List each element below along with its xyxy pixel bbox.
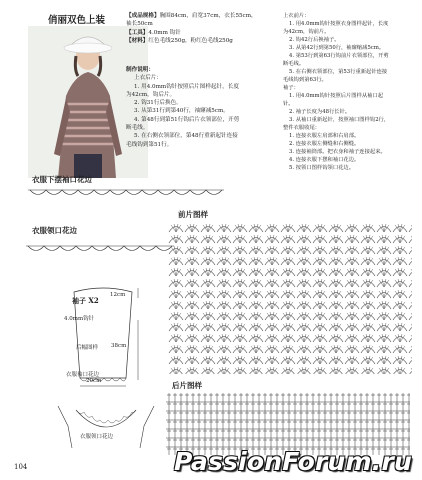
spec-line: 【材料】红色毛线250g，粉红色毛线250g: [126, 37, 233, 44]
back-chart-label: 后片图样: [172, 381, 202, 390]
article-title: 俏丽双色上装: [48, 15, 106, 26]
front-chart-label: 前片图样: [178, 210, 208, 219]
neck-trim-label: 衣服领口花边: [32, 226, 77, 235]
spec-line: 【工具】4.0mm 钩针: [126, 29, 181, 36]
specs-block: [126, 12, 257, 45]
back-chart: [166, 393, 410, 455]
hem-trim-chart: [28, 186, 224, 200]
spec-line: 袖长50cm: [126, 21, 153, 28]
front-chart: [168, 222, 412, 374]
sleeve-title: 袖子 X2: [72, 296, 99, 305]
chart-note: 后幅图样: [76, 345, 99, 351]
neck-note: 衣服领口花边: [80, 434, 114, 440]
sleeve-length-dim: 38cm: [111, 343, 127, 349]
neck-trim-chart: [26, 240, 174, 256]
watermark: PassionForum.ru: [173, 447, 412, 476]
sleeve-top-dim: 12cm: [110, 292, 126, 298]
cuff-note: 衣服袖口花边: [66, 372, 100, 378]
method-title: 制作说明：: [126, 67, 154, 73]
hook-label: 4.0mm钩针: [64, 316, 95, 322]
page-number: 104: [14, 463, 28, 471]
method-right: 上衣前片： 1. 用4.0mm钩针按照衣身图样起针，长度 为42cm，钩前片。 2. 钩42行后换袖子。 3. 从第42行到第50行，袖窿缩减5cm。 4. 第53行到第63行钩前片衣领部位，开剪 断毛线。 5. 在右侧衣领部位，第53行重新起针连接 毛线钩到第63行。 袖子： 1. 用4.0mm钩针按照后片图样从袖口起 针。 2. 袖子长度为48行长针。 3. 从袖口重新起针，按照袖口图样钩2行， 整件衣服收尾： 1. 连接衣服左肩部和右肩部。 2. 连接衣服左侧缝和右侧缝。 3. 连接袖筒部。把衣身和袖子连接起来。 4. 连接衣服下摆和袖口花边。 5. 按领口图样钩领口花边。: [283, 13, 390, 171]
neck-diagram: [52, 404, 160, 450]
method-left: 制作说明： 上衣后片： 1. 用4.0mm钩针按照后片图样起针，长度 为42cm，钩后片。 2. 钩31行后换色。 3. 从第31行到第40行，袖窿减5cm。 4. 第48行到第51行钩后片衣领部位，开剪 断毛线。 5. 在右侧衣领部位，第48行重新起针连接 毛线钩到第51行。: [126, 67, 240, 148]
hem-trim-label: 衣服下摆袖口花边: [32, 175, 92, 184]
spec-line: 【成品规格】胸围84cm，肩宽37cm，衣长55cm，: [126, 13, 257, 19]
sleeve-width-dim: 20cm: [86, 378, 102, 384]
